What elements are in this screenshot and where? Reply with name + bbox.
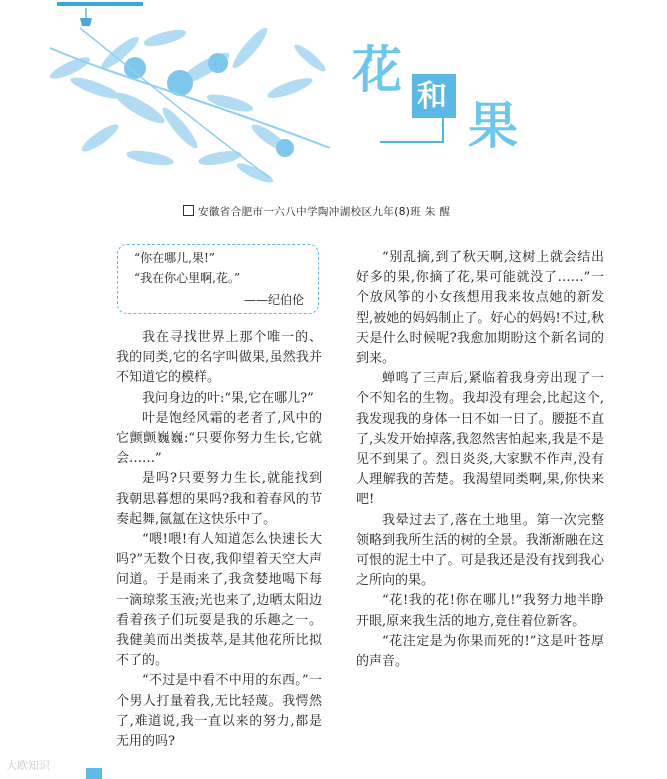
paragraph: “别乱摘,到了秋天啊,这树上就会结出好多的果,你摘了花,果可能就没了……”一个放风筝的小女孩想用我来妆点她的新发型,被她的妈妈制止了。好心的妈妈!不过,秋天是什么时候呢?我愈加期盼这个新名词的到来。 — [356, 250, 604, 367]
paragraph: “喂!喂!有人知道怎么快速长大吗?”无数个日夜,我仰望着天空大声问道。于是雨来了,我贪婪地喝下每一滴琼浆玉液;光也来了,边晒太阳边看着孩子们玩耍是我的乐趣之一。我健美而出类拔萃,是其他花所比拟不了的。 — [116, 532, 322, 669]
right-column — [356, 248, 604, 672]
title-rule-horizontal — [380, 141, 444, 143]
paragraph: “花!我的花!你在哪儿!”我努力地半睁开眼,原来我生活的地方,竟住着位新客。 — [356, 593, 604, 629]
top-accent-bar — [57, 2, 143, 6]
epigraph-line-2: “我在你心里啊,花。” — [134, 271, 241, 285]
leaf-branch-illustration — [40, 8, 340, 188]
paragraph: 我问身边的叶:“果,它在哪儿?” — [142, 390, 314, 406]
paragraph: 是吗?只要努力生长,就能找到我朝思暮想的果吗?我和着春风的节奏起舞,氤氲在这快乐中了。 — [116, 471, 322, 527]
author-byline — [183, 204, 450, 219]
title-rule-vertical — [442, 116, 444, 142]
paragraph: 我晕过去了,落在土地里。第一次完整领略到我所生活的树的全景。我渐渐融在这可恨的泥土中了。可是我还是没有找到我心之所向的果。 — [356, 512, 604, 589]
epigraph-line-1: “你在哪儿,果!” — [134, 251, 215, 265]
watermark: 大欧知识 — [6, 759, 50, 772]
title-char-hua: 花 — [352, 41, 402, 99]
paragraph: 我在寻找世界上那个唯一的、我的同类,它的名字叫做果,虽然我并不知道它的模样。 — [116, 330, 322, 386]
title-char-guo: 果 — [468, 97, 518, 155]
page-number-tab — [86, 768, 102, 779]
epigraph-attribution: ——纪伯伦 — [244, 293, 305, 307]
byline-text: 安徽省合肥市一六八中学陶冲湖校区九年(8)班 朱 醒 — [198, 206, 451, 218]
left-column — [116, 328, 322, 752]
paragraph: 叶是饱经风霜的老者了,风中的它颤颤巍巍:“只要你努力生长,它就会……” — [116, 410, 322, 467]
paragraph: “花注定是为你果而死的!”这是叶苍厚的声音。 — [356, 633, 604, 670]
paragraph: “不过是中看不中用的东西。”一个男人打量着我,无比轻蔑。我愕然了,难道说,我一直以来的努力,都是无用的吗? — [116, 673, 322, 750]
title-char-he: 和 — [417, 79, 447, 114]
square-bullet-icon — [183, 205, 194, 216]
paragraph: 蝉鸣了三声后,紧临着我身旁出现了一个不知名的生物。我却没有理会,比起这个,我发现我的身体一日不如一日了。腰挺不直了,头发开始掉落,我忽然害怕起来,我是不是见不到果了。烈日炎炎,大家默不作声,没有人理解我的苦楚。我渴望同类啊,果,你快来吧! — [356, 371, 604, 508]
